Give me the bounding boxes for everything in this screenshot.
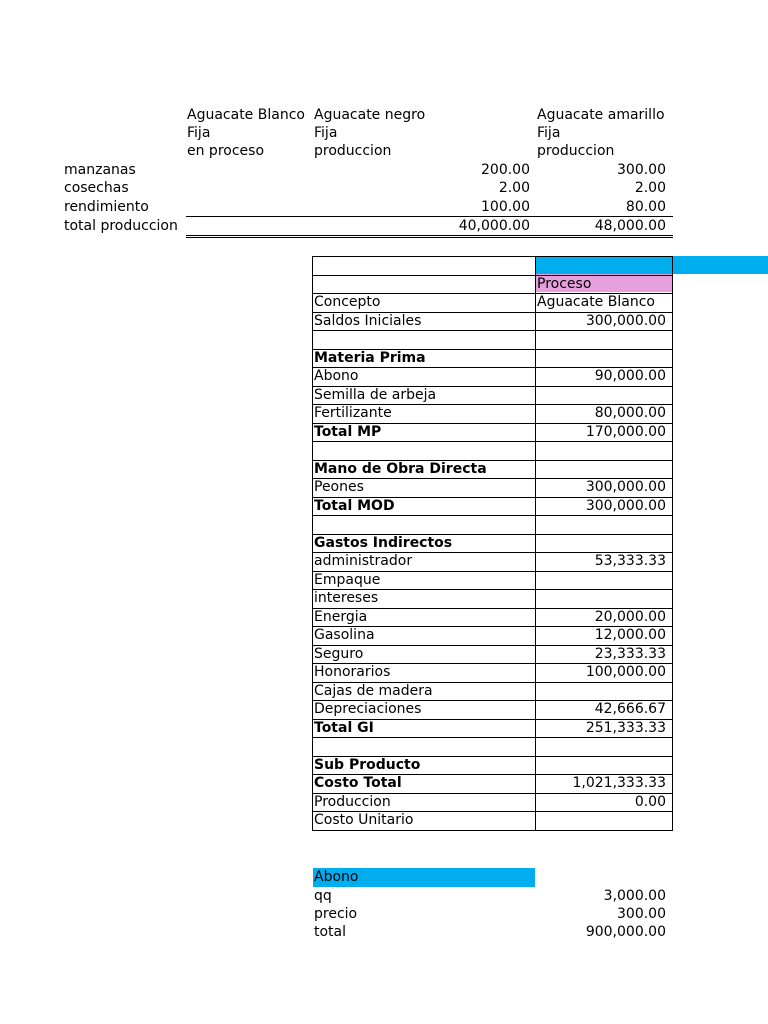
cost-row-label: Depreciaciones	[314, 701, 422, 717]
cost-row-label: Saldos Iniciales	[314, 313, 422, 329]
double-underline	[186, 235, 673, 236]
abono-label-precio: precio	[314, 906, 358, 922]
cost-row-value	[539, 441, 666, 459]
header-line: Fija	[314, 125, 338, 141]
column-gridline	[535, 256, 536, 830]
row-label-rendimiento: rendimiento	[64, 199, 149, 215]
abono-value-precio: 300.00	[617, 906, 666, 922]
cost-row-label: Concepto	[314, 294, 381, 310]
cost-row-value: 42,666.67	[594, 701, 666, 717]
cost-row-value: 251,333.33	[585, 720, 666, 736]
value-negro-manzanas: 200.00	[481, 162, 530, 178]
column-gridline	[312, 256, 313, 830]
cost-row-value	[539, 349, 666, 367]
value-amarillo-manzanas: 300.00	[617, 162, 666, 178]
cost-row-value: 90,000.00	[594, 368, 666, 384]
cost-row-value: 170,000.00	[585, 424, 666, 440]
cost-row-value	[539, 737, 666, 755]
cost-row-label: intereses	[314, 590, 379, 606]
header-line: produccion	[537, 143, 615, 159]
cost-row-value: 100,000.00	[585, 664, 666, 680]
cost-row-label: Costo Unitario	[314, 812, 414, 828]
value-negro-rendimiento: 100.00	[481, 199, 530, 215]
cost-row-label: Seguro	[314, 646, 364, 662]
header-line: Fija	[187, 125, 211, 141]
value-amarillo-total: 48,000.00	[594, 218, 666, 234]
header-line: en proceso	[187, 143, 265, 159]
abono-title: Abono	[314, 869, 359, 885]
cost-row-label: Total GI	[314, 720, 374, 736]
cost-row-value: 53,333.33	[594, 553, 666, 569]
cost-row-value	[539, 756, 666, 774]
cost-row-value	[539, 682, 666, 700]
row-label-manzanas: manzanas	[64, 162, 136, 178]
cost-row-label: Fertilizante	[314, 405, 392, 421]
cost-row-label: Produccion	[314, 794, 391, 810]
abono-value-qq: 3,000.00	[603, 888, 666, 904]
cost-row-value	[539, 386, 666, 404]
cost-row-value	[539, 460, 666, 478]
row-label-total-produccion: total produccion	[64, 218, 178, 234]
cost-row-value: 20,000.00	[594, 609, 666, 625]
value-negro-total: 40,000.00	[458, 218, 530, 234]
cost-row-value: 300,000.00	[585, 498, 666, 514]
cost-row-label: Total MP	[314, 424, 382, 440]
value-negro-cosechas: 2.00	[498, 180, 530, 196]
double-underline	[186, 237, 673, 238]
cost-row-label: Abono	[314, 368, 359, 384]
abono-label-qq: qq	[314, 888, 332, 904]
cost-row-value: 12,000.00	[594, 627, 666, 643]
cost-row-label: Costo Total	[314, 775, 402, 791]
cost-row-label: Energia	[314, 609, 368, 625]
cost-row-label: Mano de Obra Directa	[314, 461, 487, 477]
cost-row-label: Sub Producto	[314, 757, 421, 773]
cost-row-label: Gastos Indirectos	[314, 535, 453, 551]
cost-row-label: Honorarios	[314, 664, 391, 680]
abono-label-total: total	[314, 924, 347, 940]
cost-row-value	[539, 571, 666, 589]
cost-row-label: Semilla de arbeja	[314, 387, 437, 403]
value-amarillo-rendimiento: 80.00	[625, 199, 666, 215]
cost-row-value: 300,000.00	[585, 313, 666, 329]
cost-row-value	[539, 811, 666, 829]
cost-row-label: Peones	[314, 479, 364, 495]
value-amarillo-cosechas: 2.00	[634, 180, 666, 196]
cost-row-value	[539, 256, 666, 274]
cost-row-value: Proceso	[537, 276, 592, 292]
cost-row-value: 300,000.00	[585, 479, 666, 495]
cost-row-value	[539, 534, 666, 552]
cost-row-label: administrador	[314, 553, 413, 569]
header-line: Aguacate negro	[314, 107, 426, 123]
cost-row-value: Aguacate Blanco	[537, 294, 655, 310]
header-line: produccion	[314, 143, 392, 159]
cost-row-value: 80,000.00	[594, 405, 666, 421]
cost-row-label: Empaque	[314, 572, 381, 588]
header-line: Aguacate Blanco	[187, 107, 305, 123]
cost-row-value: 23,333.33	[594, 646, 666, 662]
cost-row-label: Materia Prima	[314, 350, 426, 366]
abono-value-total: 900,000.00	[585, 924, 666, 940]
cost-row-value	[539, 589, 666, 607]
cost-row-value: 0.00	[634, 794, 666, 810]
cost-row-value	[539, 515, 666, 533]
column-gridline	[672, 256, 673, 830]
row-gridline	[312, 275, 673, 276]
header-line: Fija	[537, 125, 561, 141]
row-label-cosechas: cosechas	[64, 180, 129, 196]
cost-row-label: Gasolina	[314, 627, 375, 643]
cost-row-value	[539, 330, 666, 348]
cost-row-value: 1,021,333.33	[572, 775, 666, 791]
cost-row-label: Total MOD	[314, 498, 395, 514]
table-bottom-border	[312, 830, 673, 831]
header-line: Aguacate amarillo	[537, 107, 665, 123]
cost-row-label: Cajas de madera	[314, 683, 433, 699]
